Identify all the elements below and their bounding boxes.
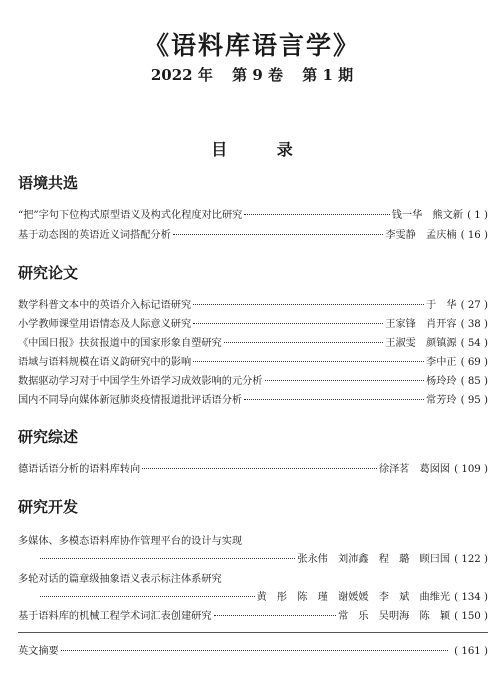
toc-entry[interactable]	[18, 372, 488, 388]
entry-page: ( 54 )	[460, 338, 488, 349]
entry-page: ( 134 )	[454, 592, 488, 603]
dot-leader	[193, 304, 424, 305]
entry-authors: 王家锋 肖开容	[385, 319, 457, 330]
entry-page: ( 38 )	[460, 319, 488, 330]
section-title: 研究论文	[18, 264, 79, 282]
entry-title: 《中国日报》扶贫报道中的国家形象自塑研究	[18, 338, 222, 349]
dot-leader	[265, 380, 425, 381]
toc-heading: 目 录	[211, 140, 315, 159]
entry-page: ( 109 )	[454, 464, 488, 475]
entry-authors: 于 华	[426, 300, 457, 311]
dot-leader	[173, 234, 383, 235]
toc-entry[interactable]	[18, 588, 488, 604]
section-title: 研究开发	[18, 498, 79, 516]
toc-entry[interactable]	[18, 550, 488, 566]
entry-title[interactable]: 多媒体、多模态语料库协作管理平台的设计与实现	[18, 536, 243, 547]
dot-leader	[61, 650, 448, 651]
entry-page: ( 161 )	[454, 646, 488, 657]
issue-year: 2022 年	[150, 66, 213, 84]
entry-authors: 杨玲玲	[426, 376, 457, 387]
entry-page: ( 1 )	[467, 210, 488, 221]
toc-entry[interactable]	[18, 226, 488, 242]
toc-entry[interactable]	[18, 206, 488, 222]
entry-authors: 钱一华 熊文新	[391, 210, 464, 221]
entry-title: 小学教师课堂用语情态及人际意义研究	[18, 319, 192, 330]
entry-page: ( 95 )	[460, 395, 488, 406]
entry-page: ( 150 )	[454, 611, 488, 622]
entry-title: 基于语料库的机械工程学术词汇表创建研究	[18, 611, 212, 622]
entry-authors: 黄 彤 陈 瑾 谢媛媛 李 斌 曲维光	[256, 592, 451, 603]
entry-page: ( 85 )	[460, 376, 488, 387]
entry-authors: 李雯静 孟庆楠	[385, 230, 457, 241]
entry-title: 国内不同导向媒体新冠肺炎疫情报道批评话语分析	[18, 395, 243, 406]
entry-authors: 张永伟 刘沛鑫 程 璐 顾曰国	[297, 554, 451, 565]
section-title: 语境共选	[18, 174, 79, 192]
entry-authors: 常 乐 吴明海 陈 颖	[338, 611, 451, 622]
dot-leader	[40, 596, 255, 597]
entry-page: ( 69 )	[460, 357, 488, 368]
issue-line	[0, 64, 504, 85]
entry-authors: 王淑雯 颜镇源	[385, 338, 457, 349]
dot-leader	[214, 615, 337, 616]
dot-leader	[244, 399, 424, 400]
toc-entry[interactable]	[18, 353, 488, 369]
entry-title[interactable]: 多轮对话的篇章级抽象语义表示标注体系研究	[18, 574, 222, 585]
toc-entry[interactable]	[18, 391, 488, 407]
entry-page: ( 16 )	[460, 230, 488, 241]
issue-volume: 第 9 卷	[232, 66, 283, 84]
divider	[18, 632, 488, 633]
entry-title: 数据驱动学习对于中国学生外语学习成效影响的元分析	[18, 376, 263, 387]
entry-title: 语域与语料规模在语义韵研究中的影响	[18, 357, 192, 368]
toc-entry[interactable]	[18, 607, 488, 623]
entry-authors: 常芳玲	[426, 395, 457, 406]
dot-leader	[142, 468, 377, 469]
dot-leader	[193, 323, 383, 324]
entry-title: 基于动态图的英语近义词搭配分析	[18, 230, 171, 241]
issue-number: 第 1 期	[302, 66, 354, 84]
entry-title: “把”字句下位构式原型语义及构式化程度对比研究	[18, 210, 243, 221]
dot-leader	[244, 214, 389, 215]
entry-title: 英文摘要	[18, 646, 59, 657]
dot-leader	[224, 342, 384, 343]
toc-entry[interactable]	[18, 460, 488, 476]
entry-title: 数学科普文本中的英语介入标记语研究	[18, 300, 192, 311]
entry-authors: 徐泽茗 葛囡囡	[378, 464, 451, 475]
dot-leader	[193, 361, 424, 362]
entry-page: ( 27 )	[460, 300, 488, 311]
entry-authors: 李中正	[426, 357, 457, 368]
dot-leader	[40, 558, 295, 559]
section-title: 研究综述	[18, 428, 79, 446]
toc-entry[interactable]	[18, 315, 488, 331]
toc-entry[interactable]	[18, 334, 488, 350]
toc-entry-abstracts[interactable]	[18, 642, 488, 658]
journal-title: 《语料库语言学》	[143, 31, 360, 60]
entry-title: 德语话语分析的语料库转向	[18, 464, 141, 475]
toc-entry[interactable]	[18, 296, 488, 312]
entry-page: ( 122 )	[454, 554, 488, 565]
